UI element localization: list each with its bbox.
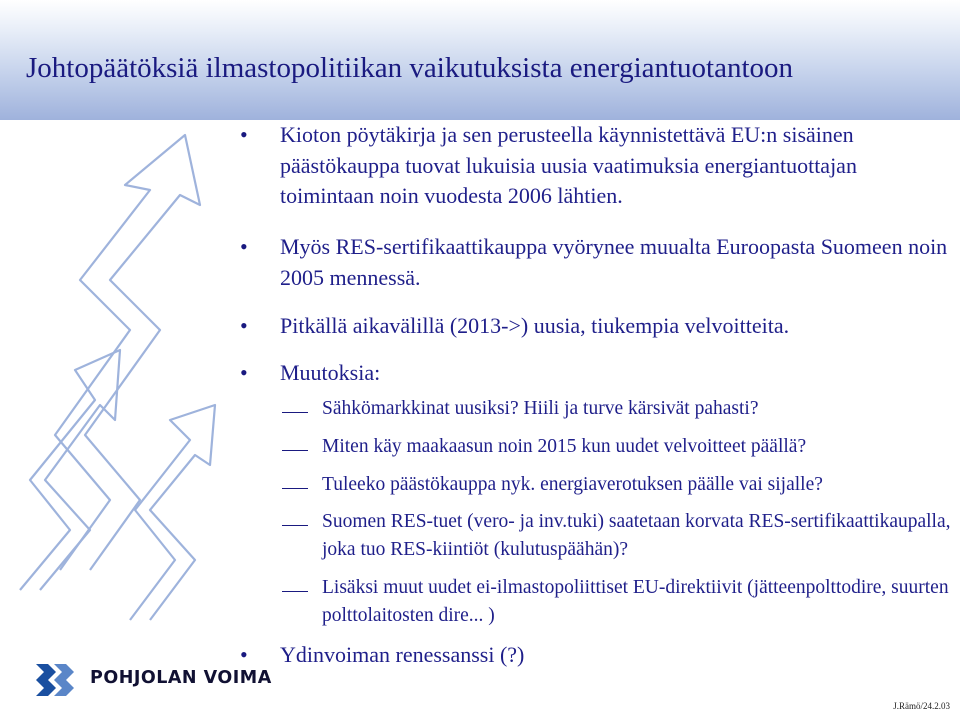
logo-text: POHJOLAN VOIMA bbox=[90, 668, 272, 688]
dash-marker bbox=[282, 591, 308, 592]
bullet-marker: • bbox=[240, 122, 248, 147]
sub-bullet-text: Suomen RES-tuet (vero- ja inv.tuki) saatetaan korvata RES-sertifikaattikaupalla, joka tuo RES-kiintiöt (kulutuspäähän)? bbox=[322, 511, 951, 560]
bullet-text: Ydinvoiman renessanssi (?) bbox=[280, 642, 525, 667]
dash-marker bbox=[282, 450, 308, 451]
sub-bullet-text: Sähkömarkkinat uusiksi? Hiili ja turve kärsivät pahasti? bbox=[322, 398, 759, 419]
sub-bullet-text: Tuleeko päästökauppa nyk. energiaverotuksen päälle vai sijalle? bbox=[322, 474, 823, 495]
bullet-marker: • bbox=[240, 360, 248, 385]
slide-title: Johtopäätöksiä ilmastopolitiikan vaikutuksista energiantuotantoon bbox=[26, 52, 794, 84]
footer-author-date: J.Rämö/24.2.03 bbox=[893, 701, 950, 711]
arrow-outline-large bbox=[55, 135, 200, 570]
dash-marker bbox=[282, 412, 308, 413]
bullet-text: Pitkällä aikavälillä (2013->) uusia, tiukempia velvoitteita. bbox=[280, 313, 790, 338]
bullet-text: Muutoksia: bbox=[280, 360, 381, 385]
arrow-outline-small bbox=[20, 350, 120, 590]
decorative-arrows-graphic bbox=[0, 120, 260, 640]
dash-marker bbox=[282, 525, 308, 526]
sub-bullet-text: Miten käy maakaasun noin 2015 kun uudet velvoitteet päällä? bbox=[322, 436, 807, 457]
dash-marker bbox=[282, 488, 308, 489]
bullet-marker: • bbox=[240, 234, 248, 259]
bullet-marker: • bbox=[240, 642, 248, 667]
company-logo bbox=[34, 658, 272, 702]
arrow-outline-lower bbox=[130, 405, 215, 620]
sub-bullet-text: Lisäksi muut uudet ei-ilmastopoliittiset EU-direktiivit (jätteenpolttodire, suurten polttolaitosten dire... ) bbox=[322, 577, 949, 626]
logo-arrows-icon bbox=[34, 658, 82, 702]
bullet-marker: • bbox=[240, 313, 248, 338]
bullet-text: Myös RES-sertifikaattikauppa vyörynee muualta Euroopasta Suomeen noin 2005 mennessä. bbox=[280, 234, 948, 290]
bullet-text: Kioton pöytäkirja ja sen perusteella käynnistettävä EU:n sisäinen päästökauppa tuovat lukuisia uusia vaatimuksia energiantuottajan toimintaan noin vuodesta 2006 lähtien. bbox=[280, 122, 857, 208]
